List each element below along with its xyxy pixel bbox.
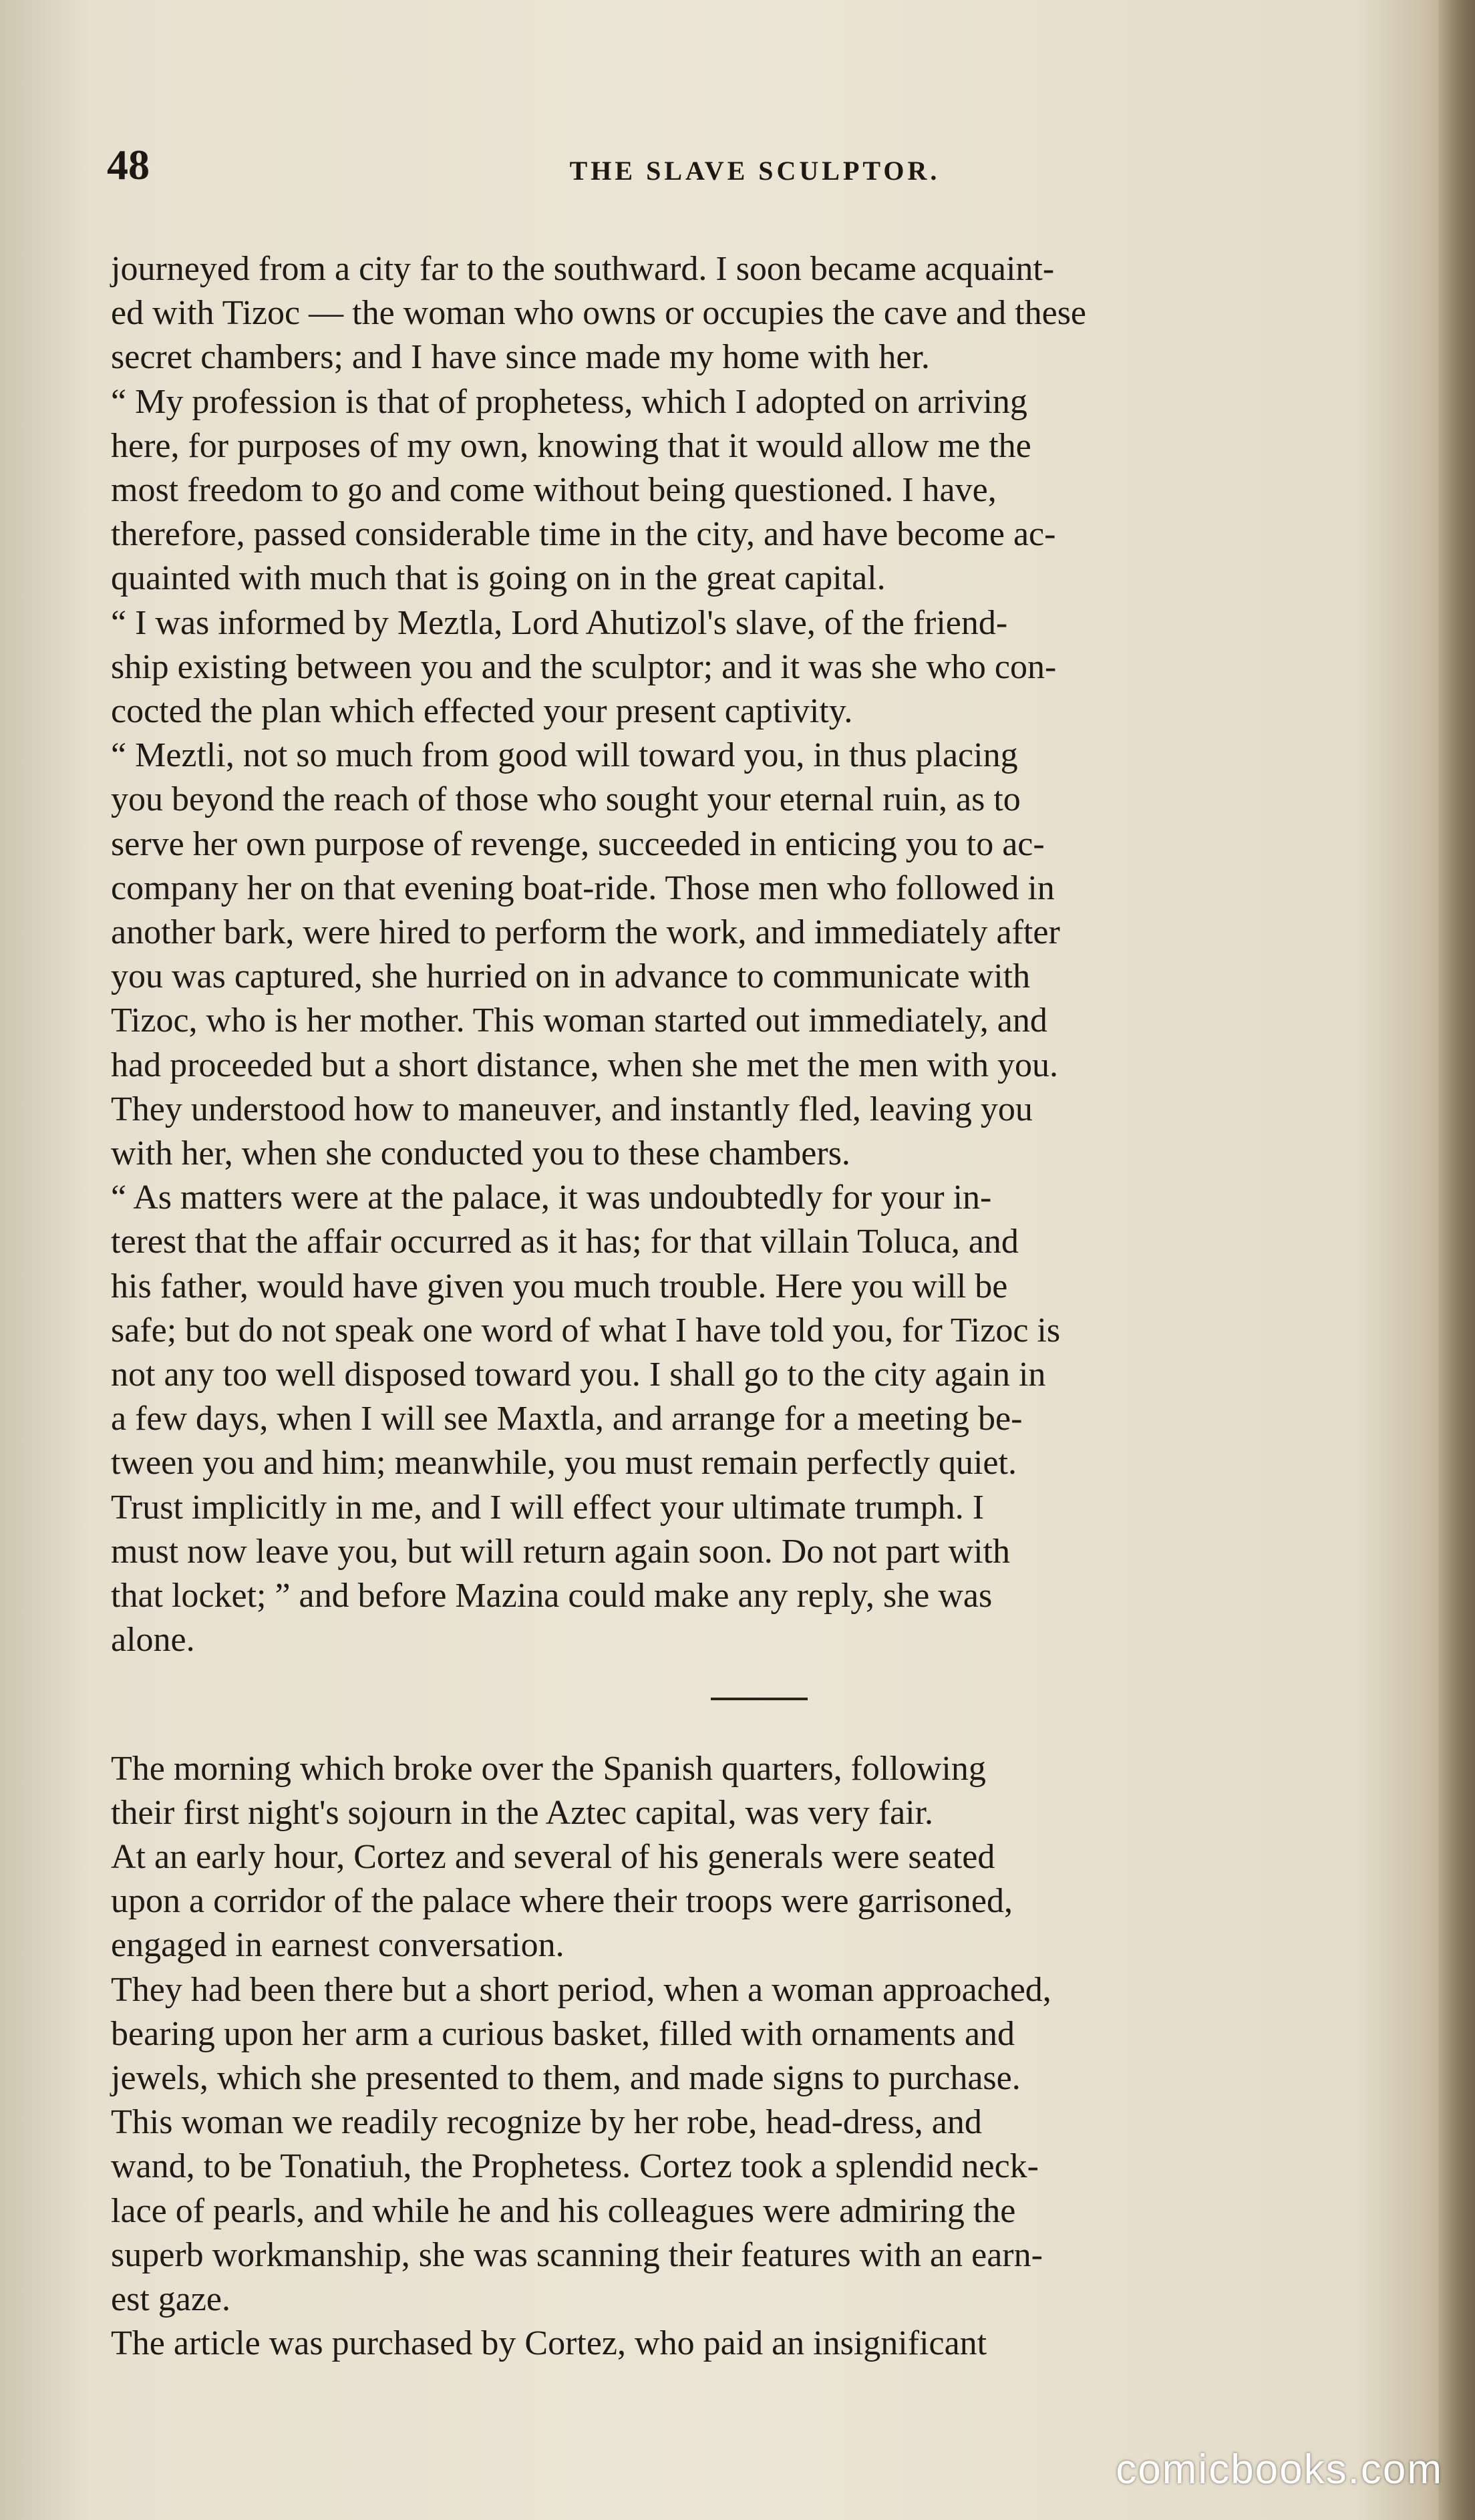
paragraph: The morning which broke over the Spanish quarters, following their first night's sojourn in the Aztec capital, was very fair. — [111, 1749, 986, 1832]
running-title: THE SLAVE SCULPTOR. — [569, 156, 941, 186]
paragraph: journeyed from a city far to the southward. I soon became acquaint- ed with Tizoc — the woman who owns or occupies the cave and these secret chambers; and I have since made my home with her. — [111, 250, 1087, 377]
paragraph: This woman we readily recognize by her robe, head-dress, and wand, to be Tonatiuh, the Prophetess. Cortez took a splendid neck- lace of pearls, and while he and his colleagues were admiring the superb workmanship, she was scanning their features with an earn- est gaze. — [111, 2103, 1043, 2318]
page-header — [107, 140, 1403, 194]
page-text — [111, 247, 1407, 2366]
page-number: 48 — [107, 141, 150, 188]
paragraph: “ As matters were at the palace, it was undoubtedly for your in- terest that the affair occurred as it has; for that villain Toluca, and his father, would have given you much trouble. Here you will be safe; but do not speak one word of what I have told you, for Tizoc is not any too well disposed toward you. I shall go to the city again in a few days, when I will see Maxtla, and arrange for a meeting be- tween you and him; meanwhile, you must remain perfectly quiet. Trust implicitly in me, and I will effect your ultimate trumph. I must now leave you, but will return again soon. Do not part with that locket; ” and before Mazina could make any reply, she was alone. — [111, 1178, 1061, 1660]
paragraph: They had been there but a short period, when a woman approached, bearing upon her arm a curious basket, filled with ornaments and jewels, which she presented to them, and made signs to purchase. — [111, 1970, 1051, 2097]
page-edge — [1438, 0, 1475, 2520]
section-divider — [711, 1698, 808, 1700]
paragraph: At an early hour, Cortez and several of his generals were seated upon a corridor of the palace where their troops were garrisoned, engaged in earnest conversation. — [111, 1837, 1013, 1965]
paragraph: “ Meztli, not so much from good will toward you, in thus placing you beyond the reach of those who sought your eternal ruin, as to serve her own purpose of revenge, succeeded in enticing you to ac- company her on that evening boat-ride. Those men who followed in another bark, were hired to perform the work, and immediately after you was captured, she hurried on in advance to communicate with Tizoc, who is her mother. This woman started out immediately, and had proceeded but a short distance, when she met the men with you. They understood how to maneuver, and instantly fled, leaving you with her, when she conducted you to these chambers. — [111, 736, 1060, 1173]
paragraph: “ My profession is that of prophetess, which I adopted on arriving here, for purposes of my own, knowing that it would allow me the most freedom to go and come without being questioned. I have, therefore, passed considerable time in the city, and have become ac- quainted with much that is going on in the great capital. — [111, 382, 1056, 598]
watermark: comicbooks.com — [1116, 2447, 1443, 2493]
paragraph: “ I was informed by Meztla, Lord Ahutizol's slave, of the friend- ship existing between you and the sculptor; and it was she who con- cocted the plan which effected your present captivity. — [111, 603, 1057, 731]
paragraph: The article was purchased by Cortez, who paid an insignificant — [111, 2324, 987, 2363]
